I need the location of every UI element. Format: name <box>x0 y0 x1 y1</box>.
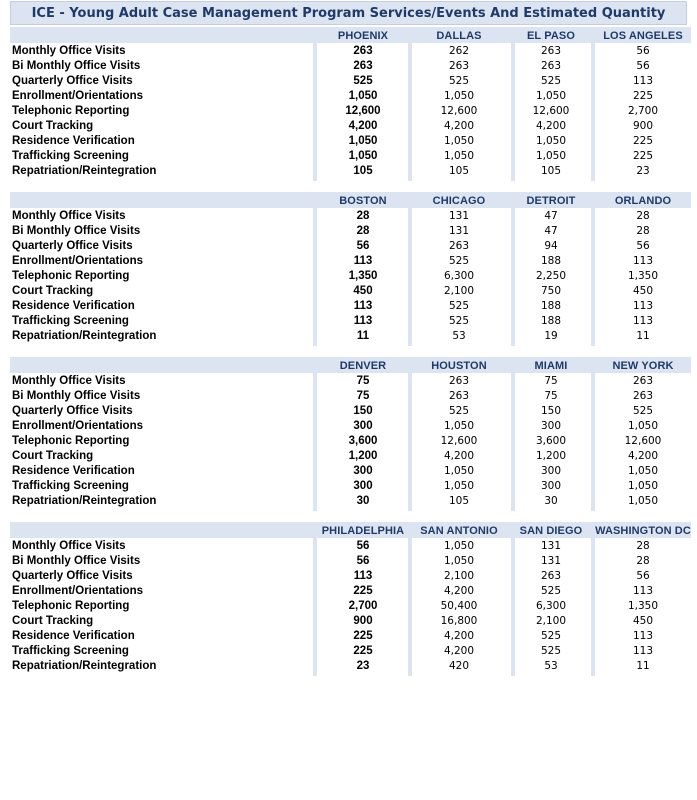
row-label: Monthly Office Visits <box>12 45 126 57</box>
table-cell: 1,350 <box>627 270 659 282</box>
row-label: Bi Monthly Office Visits <box>12 390 141 402</box>
table-cell: 225 <box>632 135 654 147</box>
city-header: CHICAGO <box>432 195 486 207</box>
table-cell: 1,200 <box>348 450 378 462</box>
table-cell: 105 <box>448 165 470 177</box>
city-group-4 <box>10 522 691 676</box>
table-cell: 1,350 <box>348 270 378 282</box>
row-label: Enrollment/Orientations <box>12 420 143 432</box>
city-header: BOSTON <box>339 195 387 207</box>
table-cell: 28 <box>636 210 650 222</box>
table-cell: 12,600 <box>345 105 381 117</box>
table-cell: 113 <box>632 300 654 312</box>
row-label: Court Tracking <box>12 615 94 627</box>
table-cell: 525 <box>540 645 562 657</box>
table-cell: 12,600 <box>624 435 662 447</box>
table-cell: 1,050 <box>443 465 475 477</box>
table-cell: 262 <box>448 45 470 57</box>
row-label: Court Tracking <box>12 285 94 297</box>
table-cell: 113 <box>632 315 654 327</box>
table-cell: 225 <box>632 90 654 102</box>
table-cell: 150 <box>353 405 373 417</box>
table-cell: 525 <box>448 405 470 417</box>
row-label: Repatriation/Reintegration <box>12 660 157 672</box>
row-label: Bi Monthly Office Visits <box>12 60 141 72</box>
table-cell: 12,600 <box>532 105 570 117</box>
table-cell: 94 <box>544 240 558 252</box>
table-cell: 1,050 <box>627 420 659 432</box>
table-cell: 113 <box>632 585 654 597</box>
city-header: DETROIT <box>526 195 576 207</box>
row-label: Monthly Office Visits <box>12 210 126 222</box>
table-cell: 113 <box>632 645 654 657</box>
table-cell: 2,100 <box>443 285 475 297</box>
table-cell: 263 <box>540 570 562 582</box>
table-cell: 1,350 <box>627 600 659 612</box>
table-cell: 525 <box>448 315 470 327</box>
table-cell: 4,200 <box>443 630 475 642</box>
table-cell: 263 <box>448 240 470 252</box>
table-cell: 300 <box>353 480 373 492</box>
table-cell: 300 <box>540 420 562 432</box>
row-label: Trafficking Screening <box>12 315 129 327</box>
table-cell: 53 <box>544 660 558 672</box>
row-label: Residence Verification <box>12 300 135 312</box>
table-cell: 900 <box>353 615 373 627</box>
table-cell: 30 <box>356 495 370 507</box>
table-cell: 56 <box>356 540 370 552</box>
row-label: Quarterly Office Visits <box>12 240 133 252</box>
table-cell: 19 <box>544 330 558 342</box>
table-cell: 105 <box>353 165 373 177</box>
table-cell: 225 <box>632 150 654 162</box>
row-label: Repatriation/Reintegration <box>12 495 157 507</box>
table-cell: 263 <box>448 60 470 72</box>
table-cell: 263 <box>448 390 470 402</box>
table-cell: 525 <box>632 405 654 417</box>
table-cell: 4,200 <box>535 120 567 132</box>
row-label: Monthly Office Visits <box>12 540 126 552</box>
table-cell: 11 <box>356 330 370 342</box>
row-label: Telephonic Reporting <box>12 435 130 447</box>
table-cell: 75 <box>356 390 370 402</box>
table-cell: 1,050 <box>443 540 475 552</box>
table-cell: 30 <box>544 495 558 507</box>
table-cell: 263 <box>353 45 373 57</box>
table-cell: 300 <box>540 480 562 492</box>
table-cell: 188 <box>540 315 562 327</box>
table-cell: 3,600 <box>535 435 567 447</box>
table-cell: 131 <box>448 210 470 222</box>
row-label: Bi Monthly Office Visits <box>12 555 141 567</box>
city-header: WASHINGTON DC <box>595 525 691 537</box>
table-cell: 11 <box>636 660 650 672</box>
table-cell: 3,600 <box>348 435 378 447</box>
table-cell: 1,050 <box>348 90 378 102</box>
row-label: Court Tracking <box>12 120 94 132</box>
table-cell: 1,050 <box>627 495 659 507</box>
row-label: Trafficking Screening <box>12 150 129 162</box>
row-label: Enrollment/Orientations <box>12 90 143 102</box>
table-cell: 56 <box>636 45 650 57</box>
row-label: Residence Verification <box>12 465 135 477</box>
table-cell: 1,050 <box>348 135 378 147</box>
city-header: LOS ANGELES <box>603 30 683 42</box>
table-cell: 263 <box>448 375 470 387</box>
table-cell: 1,050 <box>443 420 475 432</box>
table-cell: 2,100 <box>443 570 475 582</box>
table-cell: 263 <box>540 45 562 57</box>
table-cell: 2,100 <box>535 615 567 627</box>
table-cell: 56 <box>356 555 370 567</box>
table-cell: 56 <box>636 570 650 582</box>
city-group-3 <box>10 357 691 511</box>
table-cell: 450 <box>632 285 654 297</box>
table-cell: 105 <box>540 165 562 177</box>
table-cell: 525 <box>540 585 562 597</box>
table-cell: 2,700 <box>627 105 659 117</box>
city-header: SAN ANTONIO <box>420 525 498 537</box>
row-label: Enrollment/Orientations <box>12 585 143 597</box>
row-label: Trafficking Screening <box>12 645 129 657</box>
table-cell: 4,200 <box>443 120 475 132</box>
table-cell: 1,050 <box>627 480 659 492</box>
table-cell: 150 <box>540 405 562 417</box>
table-cell: 50,400 <box>440 600 478 612</box>
row-label: Telephonic Reporting <box>12 270 130 282</box>
table-cell: 2,250 <box>535 270 567 282</box>
row-label: Repatriation/Reintegration <box>12 330 157 342</box>
city-header: EL PASO <box>527 30 575 42</box>
table-cell: 131 <box>540 540 562 552</box>
table-cell: 263 <box>540 60 562 72</box>
row-label: Telephonic Reporting <box>12 105 130 117</box>
table-cell: 225 <box>353 585 373 597</box>
table-cell: 4,200 <box>627 450 659 462</box>
table-cell: 300 <box>353 465 373 477</box>
table-cell: 113 <box>353 255 373 267</box>
table-cell: 300 <box>353 420 373 432</box>
table-cell: 2,700 <box>348 600 378 612</box>
table-cell: 56 <box>356 240 370 252</box>
table-cell: 1,200 <box>535 450 567 462</box>
table-cell: 16,800 <box>440 615 478 627</box>
table-cell: 525 <box>448 255 470 267</box>
city-header: SAN DIEGO <box>519 525 583 537</box>
city-header: DALLAS <box>436 30 482 42</box>
table-cell: 525 <box>540 630 562 642</box>
table-cell: 188 <box>540 255 562 267</box>
table-cell: 131 <box>540 555 562 567</box>
table-cell: 4,200 <box>443 585 475 597</box>
table-cell: 1,050 <box>535 150 567 162</box>
row-label: Bi Monthly Office Visits <box>12 225 141 237</box>
table-cell: 300 <box>540 465 562 477</box>
table-cell: 1,050 <box>443 555 475 567</box>
table-cell: 28 <box>636 225 650 237</box>
table-cell: 525 <box>540 75 562 87</box>
table-cell: 11 <box>636 330 650 342</box>
row-label: Residence Verification <box>12 135 135 147</box>
table-cell: 188 <box>540 300 562 312</box>
table-cell: 525 <box>448 300 470 312</box>
table-cell: 12,600 <box>440 105 478 117</box>
table-cell: 28 <box>356 210 370 222</box>
table-cell: 450 <box>353 285 373 297</box>
table-cell: 1,050 <box>535 90 567 102</box>
table-cell: 525 <box>448 75 470 87</box>
row-label: Repatriation/Reintegration <box>12 165 157 177</box>
table-cell: 113 <box>353 300 373 312</box>
row-label: Residence Verification <box>12 630 135 642</box>
row-label: Telephonic Reporting <box>12 600 130 612</box>
row-label: Quarterly Office Visits <box>12 570 133 582</box>
table-cell: 23 <box>636 165 650 177</box>
table-cell: 225 <box>353 630 373 642</box>
table-cell: 1,050 <box>443 90 475 102</box>
table-cell: 450 <box>632 615 654 627</box>
table-cell: 75 <box>544 390 558 402</box>
table-cell: 53 <box>452 330 466 342</box>
row-label: Monthly Office Visits <box>12 375 126 387</box>
table-cell: 47 <box>544 225 558 237</box>
table-cell: 113 <box>632 255 654 267</box>
table-cell: 12,600 <box>440 435 478 447</box>
table-cell: 1,050 <box>443 150 475 162</box>
table-cell: 6,300 <box>535 600 567 612</box>
table-cell: 1,050 <box>627 465 659 477</box>
city-header: NEW YORK <box>612 360 674 372</box>
table-cell: 131 <box>448 225 470 237</box>
table-cell: 6,300 <box>443 270 475 282</box>
table-cell: 750 <box>540 285 562 297</box>
table-cell: 28 <box>636 555 650 567</box>
table-cell: 263 <box>632 390 654 402</box>
table-title: ICE - Young Adult Case Management Program Services/Events And Estimated Quantity <box>10 1 687 25</box>
table-cell: 56 <box>636 240 650 252</box>
row-label: Enrollment/Orientations <box>12 255 143 267</box>
table-cell: 28 <box>636 540 650 552</box>
table-cell: 113 <box>632 75 654 87</box>
city-header: PHOENIX <box>337 30 389 42</box>
table-cell: 263 <box>632 375 654 387</box>
table-cell: 75 <box>356 375 370 387</box>
table-cell: 56 <box>636 60 650 72</box>
table-cell: 4,200 <box>348 120 378 132</box>
row-label: Trafficking Screening <box>12 480 129 492</box>
table-cell: 105 <box>448 495 470 507</box>
city-header: MIAMI <box>534 360 568 372</box>
table-cell: 4,200 <box>443 645 475 657</box>
city-header: DENVER <box>339 360 387 372</box>
table-cell: 113 <box>353 570 373 582</box>
table-cell: 1,050 <box>443 135 475 147</box>
table-cell: 263 <box>353 60 373 72</box>
city-header: ORLANDO <box>614 195 672 207</box>
table-cell: 23 <box>356 660 370 672</box>
city-header: PHILADELPHIA <box>321 525 405 537</box>
table-cell: 900 <box>632 120 654 132</box>
table-cell: 4,200 <box>443 450 475 462</box>
row-label: Quarterly Office Visits <box>12 405 133 417</box>
table-cell: 1,050 <box>348 150 378 162</box>
table-cell: 225 <box>353 645 373 657</box>
table-cell: 1,050 <box>443 480 475 492</box>
table-cell: 525 <box>353 75 373 87</box>
table-cell: 1,050 <box>535 135 567 147</box>
city-header: HOUSTON <box>431 360 487 372</box>
row-label: Court Tracking <box>12 450 94 462</box>
row-label: Quarterly Office Visits <box>12 75 133 87</box>
table-cell: 113 <box>632 630 654 642</box>
city-group-2 <box>10 192 691 346</box>
table-cell: 75 <box>544 375 558 387</box>
table-cell: 47 <box>544 210 558 222</box>
city-group-1 <box>10 27 691 181</box>
table-cell: 28 <box>356 225 370 237</box>
table-cell: 420 <box>448 660 470 672</box>
table-cell: 113 <box>353 315 373 327</box>
